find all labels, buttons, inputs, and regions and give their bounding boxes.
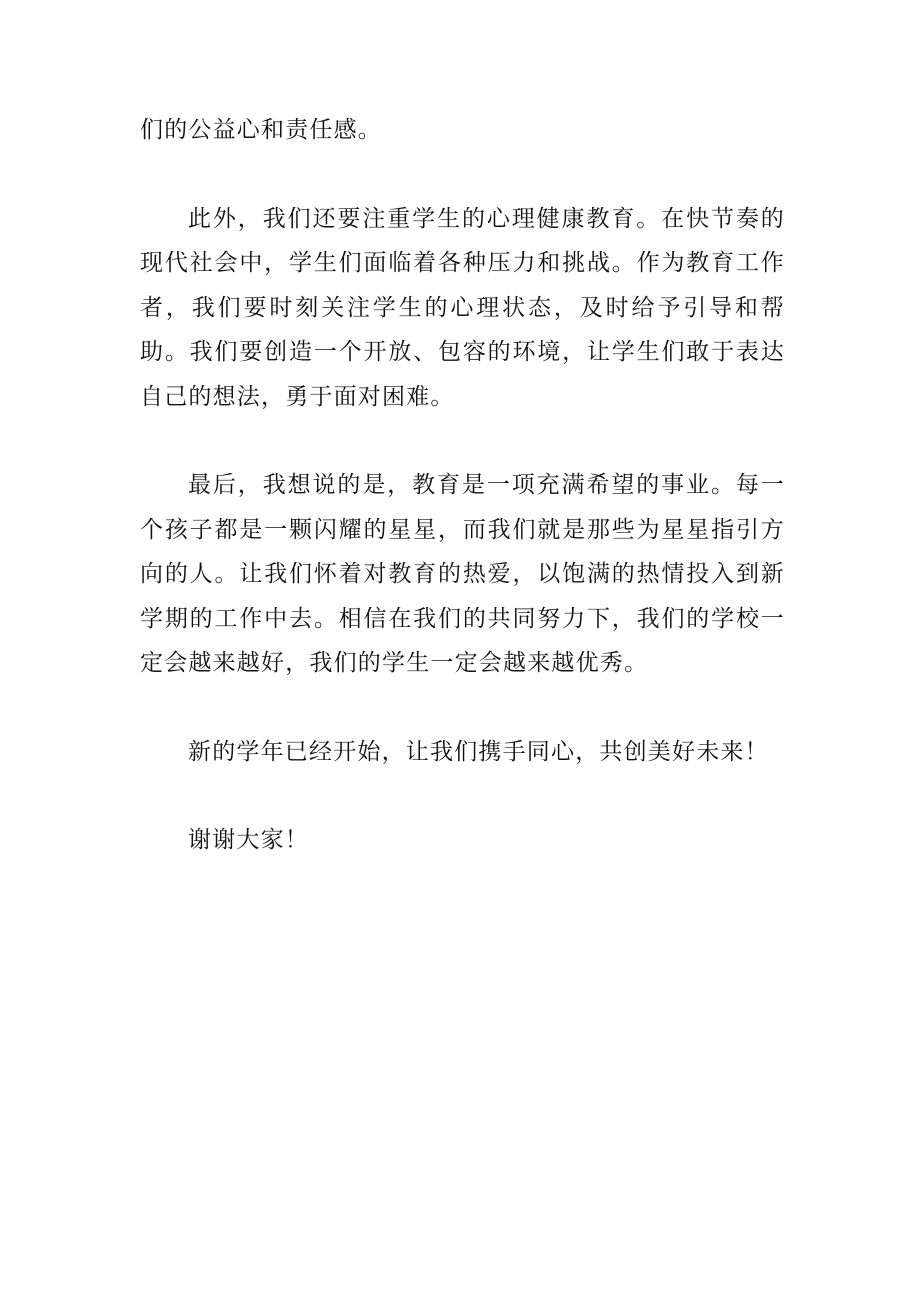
- paragraph-spacing: [140, 686, 785, 730]
- paragraph-spacing: [140, 419, 785, 463]
- document-body: [140, 108, 785, 863]
- paragraph-spacing: [140, 774, 785, 818]
- paragraph-thanks: 谢谢大家！: [188, 827, 309, 853]
- paragraph-continuation: 们的公益心和责任感。: [140, 117, 382, 143]
- paragraph-call-to-action: 新的学年已经开始，让我们携手同心，共创美好未来！: [188, 738, 769, 765]
- paragraph-mental-health: 此外，我们还要注重学生的心理健康教育。在快节奏的现代社会中，学生们面临着各种压力和挑战。作为教育工作者，我们要时刻关注学生的心理状态，及时给予引导和帮助。我们要创造一个开放、包容的环境，让学生们敢于表达自己的想法，勇于面对困难。: [140, 205, 785, 410]
- paragraph-conclusion: 最后，我想说的是，教育是一项充满希望的事业。每一个孩子都是一颗闪耀的星星，而我们就是那些为星星指引方向的人。让我们怀着对教育的热爱，以饱满的热情投入到新学期的工作中去。相信在我们的共同努力下，我们的学校一定会越来越好，我们的学生一定会越来越优秀。: [140, 472, 785, 676]
- paragraph-spacing: [140, 153, 785, 197]
